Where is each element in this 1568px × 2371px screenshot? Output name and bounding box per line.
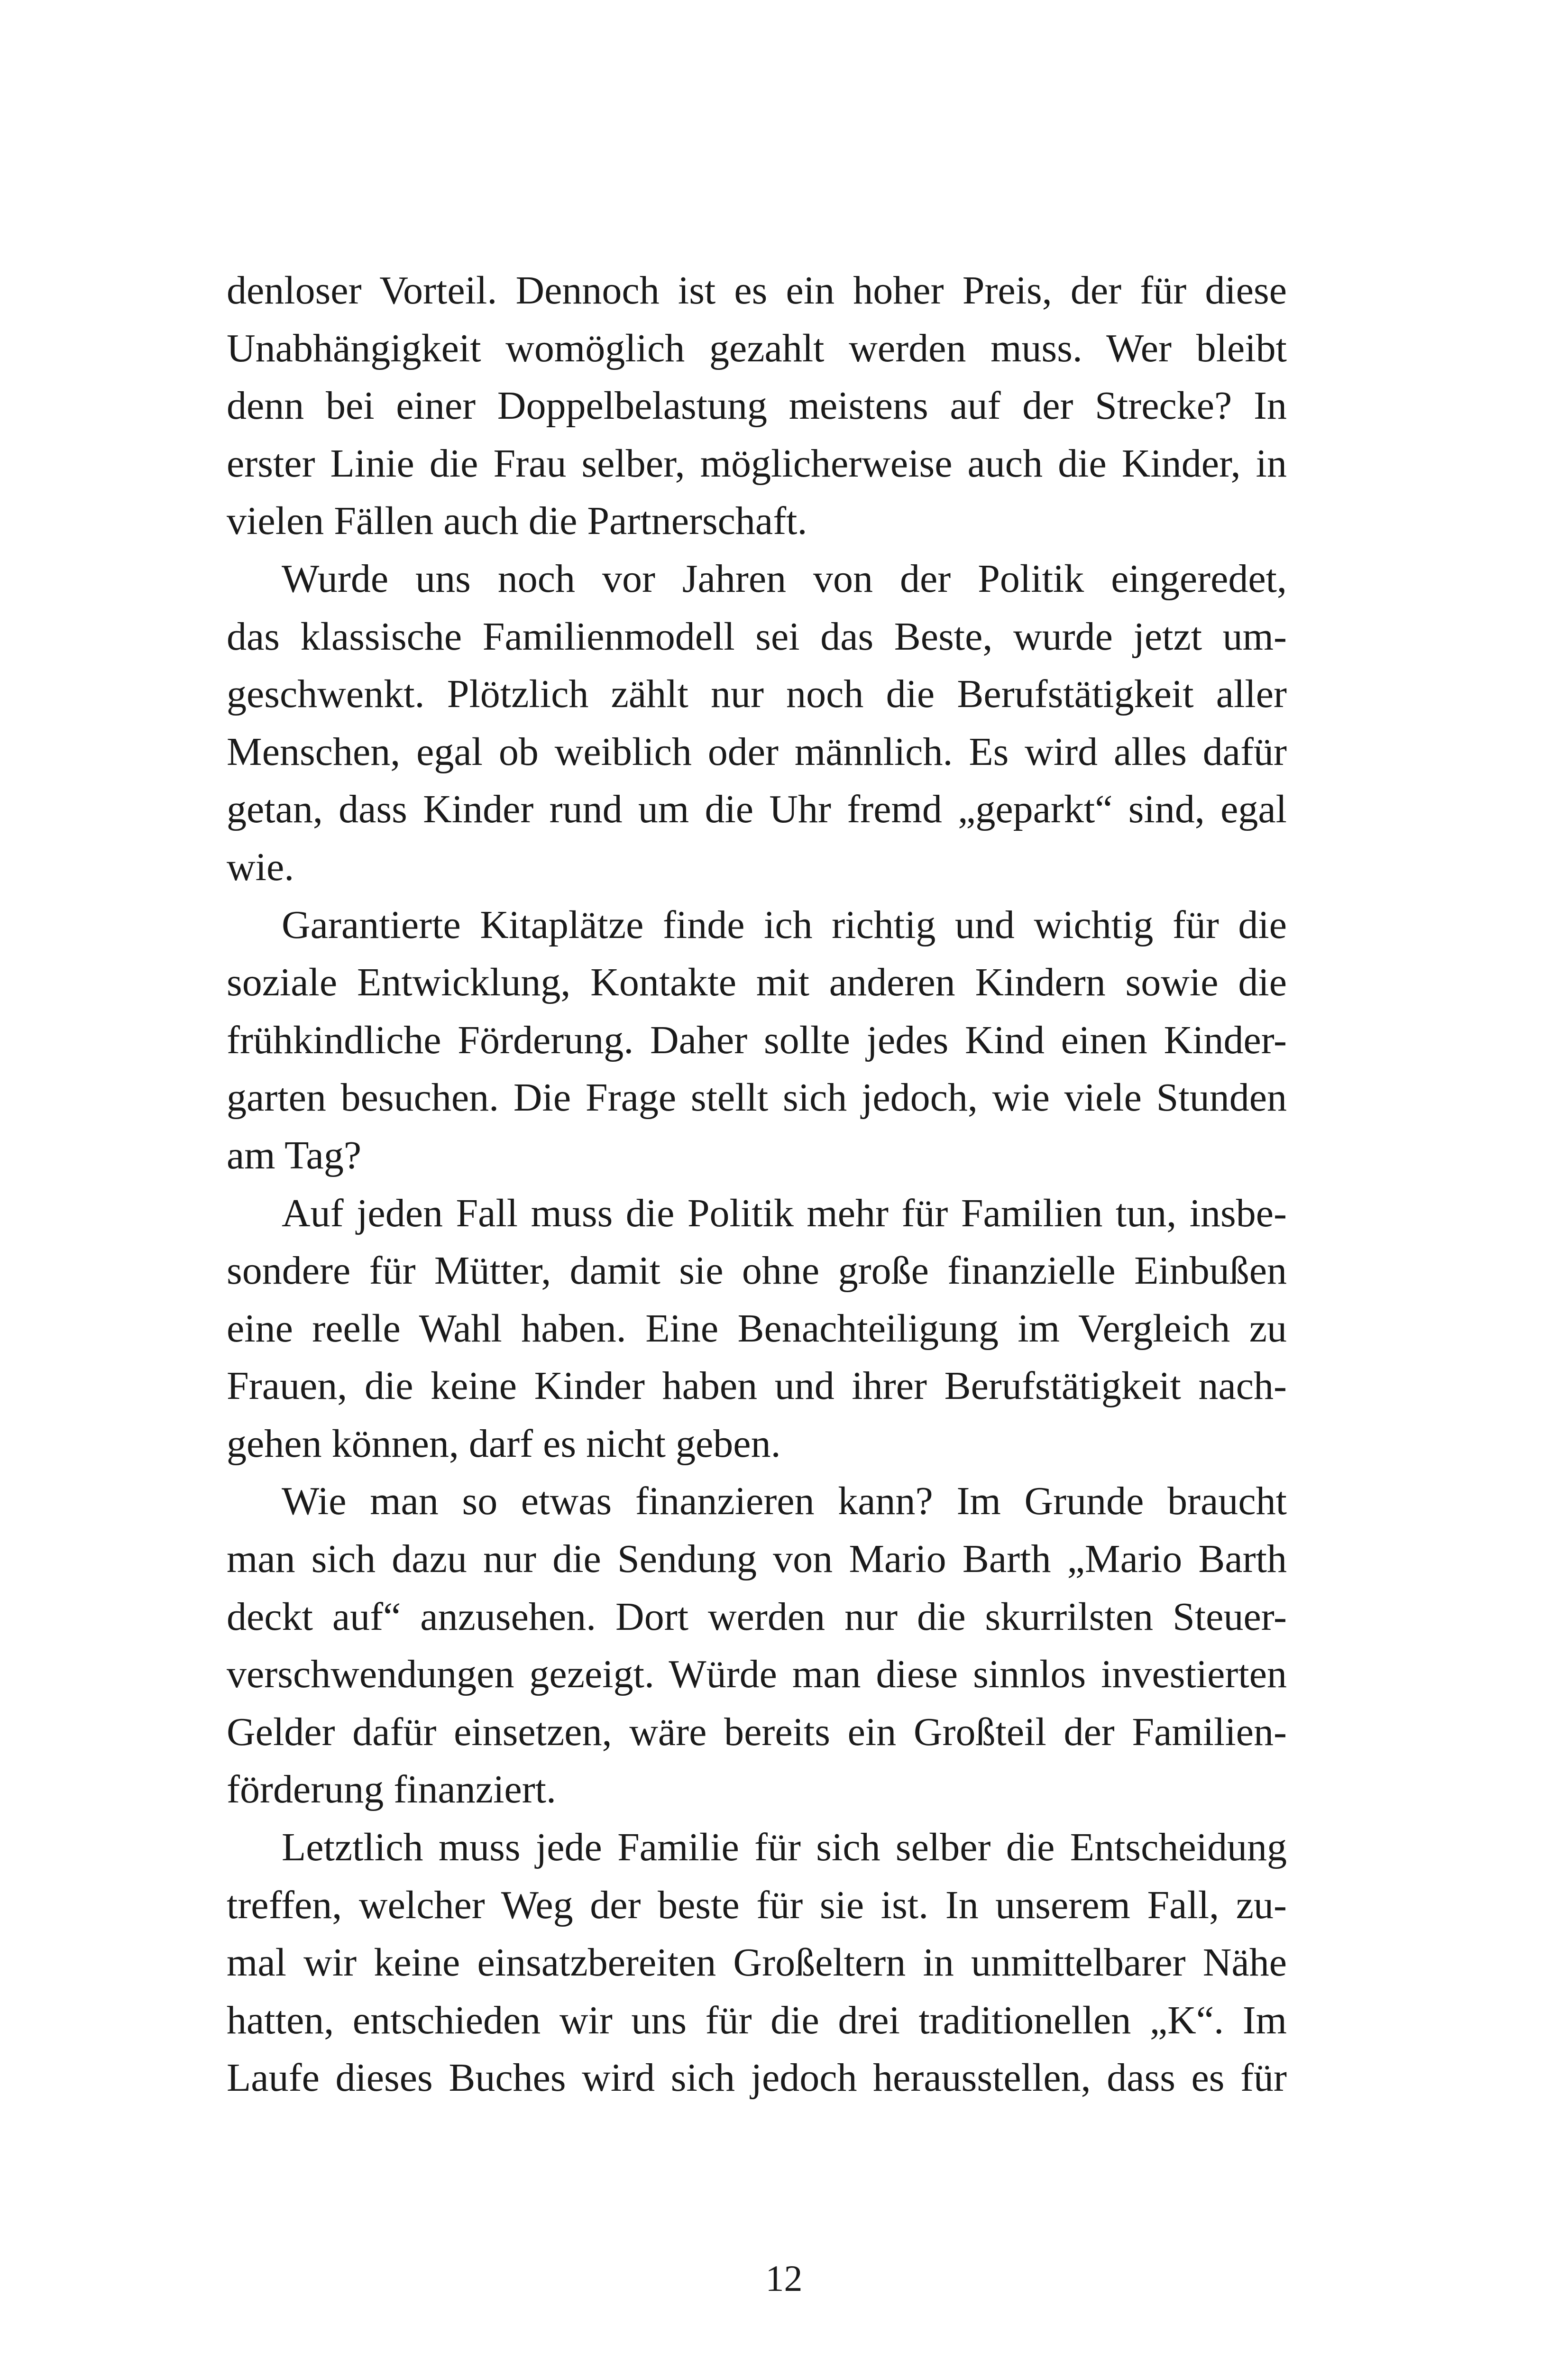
text-line: verschwendungen gezeigt. Würde man diese sinnlos investierten	[227, 1652, 1287, 1697]
text-line: Auf jeden Fall muss die Politik mehr für Familien tun, insbe-	[282, 1191, 1287, 1235]
page-number: 12	[765, 2258, 803, 2299]
text-line: frühkindliche Förderung. Daher sollte jedes Kind einen Kinder-	[227, 1018, 1287, 1062]
text-line: Unabhängigkeit womöglich gezahlt werden muss. Wer bleibt	[227, 326, 1287, 370]
text-line: getan, dass Kinder rund um die Uhr fremd „geparkt“ sind, egal	[227, 787, 1287, 832]
paragraph	[227, 1472, 1287, 1819]
text-line: Garantierte Kitaplätze finde ich richtig und wichtig für die	[282, 902, 1287, 947]
text-line: Laufe dieses Buches wird sich jedoch herausstellen, dass es für	[227, 2056, 1287, 2100]
text-line: das klassische Familienmodell sei das Beste, wurde jetzt um-	[227, 614, 1287, 659]
text-line: erster Linie die Frau selber, möglicherweise auch die Kinder, in	[227, 441, 1287, 486]
text-line: denloser Vorteil. Dennoch ist es ein hoher Preis, der für diese	[227, 268, 1287, 312]
text-line: man sich dazu nur die Sendung von Mario Barth „Mario Barth	[227, 1537, 1287, 1581]
paragraph	[227, 896, 1287, 1185]
paragraph	[227, 550, 1287, 896]
text-line: treffen, welcher Weg der beste für sie ist. In unserem Fall, zu-	[227, 1883, 1287, 1927]
text-line: am Tag?	[227, 1133, 362, 1177]
text-line: gehen können, darf es nicht geben.	[227, 1421, 781, 1466]
text-line: Gelder dafür einsetzen, wäre bereits ein Großteil der Familien-	[227, 1709, 1287, 1754]
paragraph	[227, 1185, 1287, 1473]
text-line: sondere für Mütter, damit sie ohne große finanzielle Einbußen	[227, 1249, 1287, 1293]
text-line: geschwenkt. Plötzlich zählt nur noch die Berufstätigkeit aller	[227, 672, 1287, 717]
text-line: deckt auf“ anzusehen. Dort werden nur die skurrilsten Steuer-	[227, 1594, 1287, 1639]
text-line: eine reelle Wahl haben. Eine Benachteiligung im Vergleich zu	[227, 1306, 1287, 1351]
text-line: Wie man so etwas finanzieren kann? Im Grunde braucht	[282, 1479, 1287, 1524]
text-line: förderung finanziert.	[227, 1767, 557, 1812]
text-line: mal wir keine einsatzbereiten Großeltern in unmittelbarer Nähe	[227, 1940, 1287, 1985]
paragraph	[227, 1819, 1287, 2107]
text-line: Wurde uns noch vor Jahren von der Politik eingeredet,	[282, 556, 1287, 601]
text-line: soziale Entwicklung, Kontakte mit anderen Kindern sowie die	[227, 960, 1287, 1005]
text-line: wie.	[227, 845, 294, 889]
text-line: hatten, entschieden wir uns für die drei traditionellen „K“. Im	[227, 1998, 1287, 2042]
text-line: vielen Fällen auch die Partnerschaft.	[227, 499, 807, 543]
text-line: garten besuchen. Die Frage stellt sich jedoch, wie viele Stunden	[227, 1075, 1287, 1120]
text-line: Menschen, egal ob weiblich oder männlich. Es wird alles dafür	[227, 729, 1287, 774]
text-line: Letztlich muss jede Familie für sich selber die Entscheidung	[282, 1825, 1287, 1870]
paragraph	[227, 262, 1287, 550]
body-text	[227, 262, 1287, 2107]
text-line: denn bei einer Doppelbelastung meistens auf der Strecke? In	[227, 384, 1287, 428]
text-line: Frauen, die keine Kinder haben und ihrer Berufstätigkeit nach-	[227, 1364, 1287, 1408]
